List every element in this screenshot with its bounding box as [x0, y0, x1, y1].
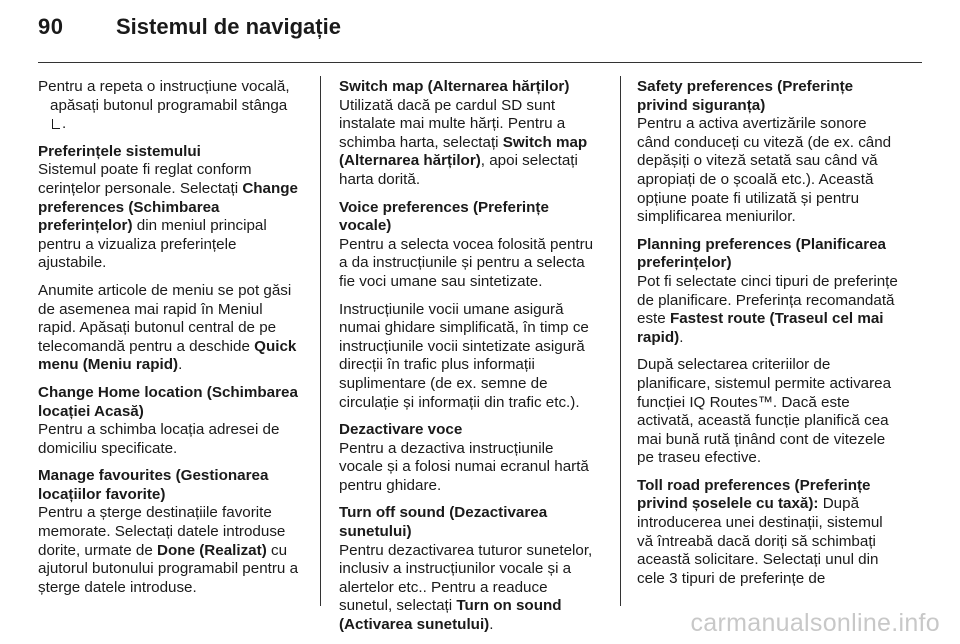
voice-types-paragraph: Instrucțiunile vocii umane asigură numai ghidare simplificată, în timp ce instrucțiunile vocii sintetizate asigură direcții în trafic plus informații suplimentare (de ex. semne de circulație și informații din trafic etc.). [339, 300, 589, 411]
switch-map-section: Switch map (Alternarea hărților) Utilizată dacă pe cardul SD sunt instalate mai multe hărți. Pentru a schimba harta, selectați Switch map (Alternarea hărților), apoi selectați harta dorită. [339, 78, 601, 190]
system-preferences-section: Preferințele sistemului Sistemul poate fi reglat conform cerințelor personale. Selectați Change preferences (Schimbarea preferințelor) din meniul principal pentru a vizualiza preferințele ajustabile. [38, 142, 299, 272]
menu-item-reference: Switch map (Alternarea hărților) [339, 133, 588, 170]
section-heading: Preferințele sistemului [38, 142, 201, 160]
column-2 [339, 78, 601, 644]
section-heading: Change Home location (Schimbarea locației Acasă) [38, 383, 298, 420]
page-number: 90 [38, 14, 64, 39]
menu-item-reference: Turn on sound (Activarea sunetului) [339, 597, 562, 634]
chapter-title: Sistemul de navigație [116, 14, 341, 39]
watermark-text: carmanualsonline.info [690, 609, 940, 637]
menu-item-reference: Done (Realizat) [157, 541, 267, 559]
section-heading: Planning preferences (Planificarea preferințelor) [637, 235, 886, 272]
section-heading: Dezactivare voce [339, 421, 463, 439]
menu-item-reference: Quick menu (Meniu rapid) [38, 337, 297, 374]
header-divider [38, 62, 922, 63]
column-3 [637, 78, 899, 597]
menu-item-reference: Fastest route (Traseul cel mai rapid) [637, 310, 884, 346]
section-heading: Switch map (Alternarea hărților) [339, 78, 570, 95]
change-home-section: Change Home location (Schimbarea locației Acasă) Pentru a schimba locația adresei de domiciliu specificate. [38, 384, 300, 458]
column-1 [38, 78, 300, 606]
turn-off-sound-section: Turn off sound (Dezactivarea sunetului) Pentru dezactivarea tuturor sunetelor, inclusiv a instrucțiunilor vocale și a alertelor etc.. Pentru a readuce sunetul, selectați Turn on sound (Activarea sunetului). [339, 504, 601, 634]
section-heading: Safety preferences (Preferințe privind siguranța) [637, 78, 854, 114]
corner-left-softkey-icon [52, 119, 60, 129]
section-heading: Manage favourites (Gestionarea locațiilor favorite) [38, 467, 269, 503]
voice-preferences-section: Voice preferences (Preferințe vocale) Pentru a selecta vocea folosită pentru a da instrucțiunile și pentru a selecta fie voci umane sau sintetizate. [339, 199, 601, 292]
repeat-instruction-paragraph: Pentru a repeta o instrucțiune vocală, apăsați butonul programabil stânga . [38, 78, 290, 133]
toll-road-section: Toll road preferences (Preferințe privind șoselele cu taxă): După introducerea unei destinații, sistemul vă întreabă dacă doriți să schimbați această solicitare. Selectați unul din cele 3 tipuri de preferințe de [637, 476, 883, 587]
column-divider-2 [620, 76, 621, 606]
menu-item-reference: Change preferences (Schimbarea preferințelor) [38, 179, 299, 235]
manage-favourites-section: Manage favourites (Gestionarea locațiilor favorite) Pentru a șterge destinațiile favorite memorate. Selectați datele introduse dorite, urmate de Done (Realizat) cu ajutorul butonului programabil pentru a șterge datele introduse. [38, 467, 299, 596]
section-heading: Turn off sound (Dezactivarea sunetului) [339, 504, 548, 541]
iq-routes-paragraph: După selectarea criteriilor de planificare, sistemul permite activarea funcției IQ Routes™. Dacă este activată, această funcție planifică cea mai bună rută ținând cont de vitezele pe traseu efective. [637, 356, 892, 467]
voice-off-section: Dezactivare voce Pentru a dezactiva instrucțiunile vocale și a folosi numai ecranul hartă pentru ghidare. [339, 421, 601, 495]
section-heading: Toll road preferences (Preferințe privind șoselele cu taxă): [637, 476, 871, 513]
planning-preferences-section: Planning preferences (Planificarea preferințelor) Pot fi selectate cinci tipuri de preferințe de planificare. Preferința recomandată este Fastest route (Traseul cel mai rapid). [637, 235, 898, 346]
quick-menu-paragraph: Anumite articole de meniu se pot găsi de asemenea mai rapid în Meniul rapid. Apăsați butonul central de pe telecomandă pentru a deschide Quick menu (Meniu rapid). [38, 281, 297, 374]
safety-preferences-section: Safety preferences (Preferințe privind siguranța) Pentru a activa avertizările sonore când conduceți cu viteză (de ex. când depășiți o viteză setată sau când vă apropiați de o școală etc.). Această opțiune poate fi utilizată și pentru simplificarea meniurilor. [637, 78, 899, 227]
section-heading: Voice preferences (Preferințe vocale) [339, 198, 549, 235]
column-divider-1 [320, 76, 321, 606]
